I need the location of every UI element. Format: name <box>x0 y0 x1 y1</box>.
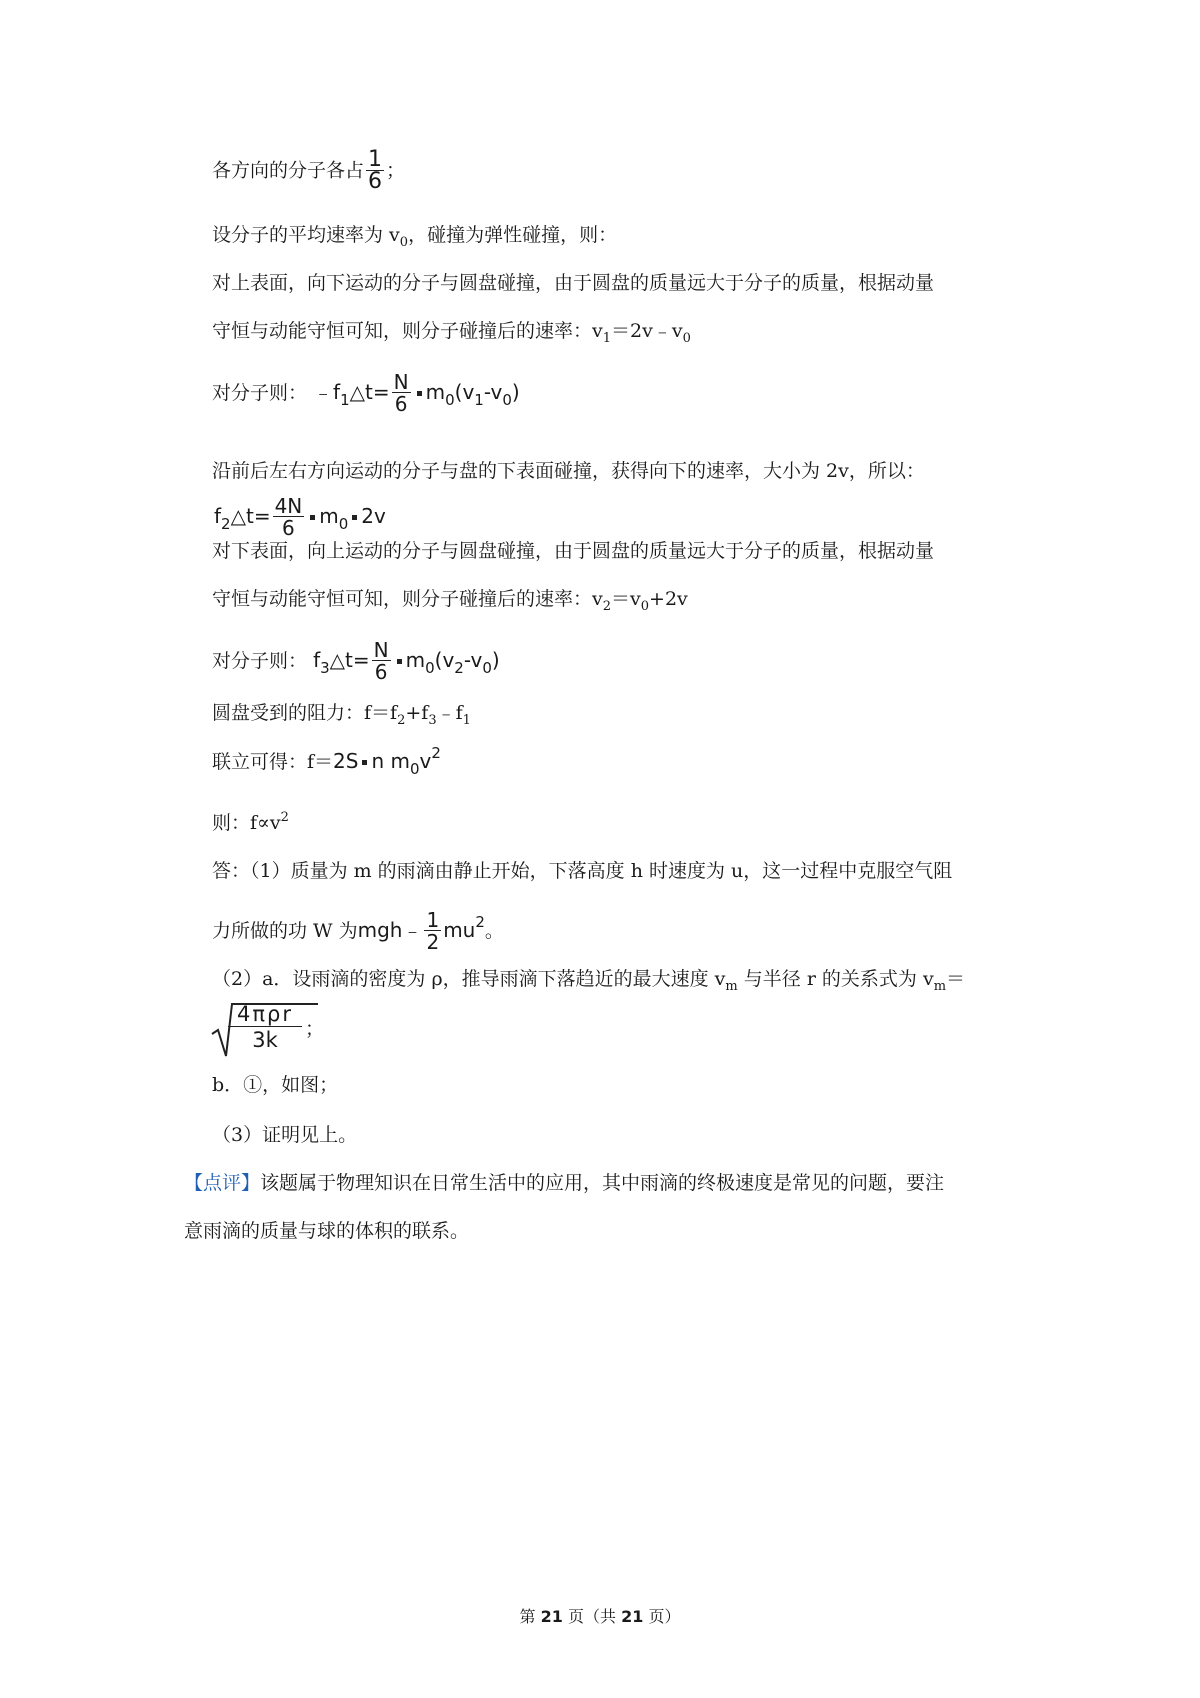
fraction-one-sixth <box>366 147 384 194</box>
line-answer-2b <box>212 1072 338 1098</box>
text: 对上表面，向下运动的分子与圆盘碰撞，由于圆盘的质量远大于分子的质量，根据动量 <box>212 272 935 294</box>
m: 2S <box>333 749 359 773</box>
line-equation-f3 <box>212 640 500 683</box>
text: 守恒与动能守恒可知，则分子碰撞后的速率：v <box>212 588 603 610</box>
subscript: 0 <box>482 659 492 677</box>
numerator: 4N <box>274 494 303 518</box>
superscript: 2 <box>475 913 485 931</box>
multiply-dot <box>362 760 367 765</box>
text: ，碰撞为弹性碰撞，则： <box>408 224 618 246</box>
formula-result <box>333 744 441 778</box>
subscript: 0 <box>338 515 349 533</box>
page-footer <box>0 1604 1200 1627</box>
subscript: 0 <box>682 331 691 346</box>
text: （3）证明见上。 <box>212 1124 358 1146</box>
m: mgh﹣ <box>357 918 423 942</box>
m: f <box>214 504 222 528</box>
subscript: 0 <box>409 760 420 778</box>
subscript: 1 <box>474 391 484 409</box>
text: 联立可得：f＝ <box>212 751 334 773</box>
fraction-half <box>424 910 441 953</box>
text: ； <box>305 1018 325 1040</box>
line-combined-result <box>212 744 441 778</box>
text: 对下表面，向上运动的分子与圆盘碰撞，由于圆盘的质量远大于分子的质量，根据动量 <box>212 540 935 562</box>
superscript: 2 <box>431 744 441 762</box>
line-upper-surface <box>212 270 934 296</box>
subscript: 2 <box>397 713 406 728</box>
fraction <box>392 372 411 415</box>
m: △t= <box>230 504 271 528</box>
text: 各方向的分子各占 <box>212 159 365 182</box>
line-answer-1 <box>212 858 952 884</box>
text: 。 <box>484 920 504 942</box>
text: 守恒与动能守恒可知，则分子碰撞后的速率：v <box>212 320 603 342</box>
numerator: 1 <box>426 908 440 932</box>
line-equation-f2 <box>214 496 386 539</box>
m: △t= <box>349 380 390 404</box>
m: m <box>425 380 446 404</box>
line-speed-v1 <box>212 318 691 347</box>
comment-tag: 【点评】 <box>184 1172 261 1194</box>
line-average-speed <box>212 222 617 251</box>
subscript: 0 <box>640 599 650 614</box>
text: 与半径 r 的关系式为 v <box>737 968 934 990</box>
text: ＝2v﹣v <box>611 320 683 342</box>
denominator: 3k <box>228 1026 302 1053</box>
footer-text: 页） <box>643 1607 681 1626</box>
m: (v <box>434 648 455 672</box>
subscript: 2 <box>454 659 464 677</box>
formula-f1 <box>313 370 520 416</box>
m: -v <box>463 648 483 672</box>
m: -v <box>483 380 503 404</box>
text: 该题属于物理知识在日常生活中的应用，其中雨滴的终极速度是常见的问题，要注 <box>260 1172 945 1194</box>
m: ) <box>511 380 520 404</box>
text: ＝v <box>611 588 641 610</box>
numerator: N <box>373 638 389 662</box>
m: m <box>319 504 339 528</box>
m: (v <box>454 380 475 404</box>
line-speed-v2 <box>212 586 688 615</box>
denominator: 2 <box>426 930 440 954</box>
sqrt-fraction <box>228 1002 302 1053</box>
multiply-dot <box>310 515 315 520</box>
line-answer-1-work <box>212 910 504 953</box>
text: 设分子的平均速率为 v <box>212 224 400 246</box>
fraction <box>372 640 391 683</box>
line-proportional <box>212 810 289 839</box>
footer-text: 页（共 <box>562 1607 622 1626</box>
text: ﹣f <box>436 702 463 724</box>
denominator: 6 <box>273 516 305 539</box>
formula-f3 <box>313 638 500 684</box>
m: ﹣f <box>313 380 341 404</box>
subscript: 0 <box>399 235 409 250</box>
text: +2v <box>649 588 688 610</box>
total-pages: 21 <box>621 1607 644 1626</box>
fraction <box>273 496 305 539</box>
line-comment-cont <box>184 1218 469 1244</box>
text: +f <box>405 702 429 724</box>
numerator: N <box>393 370 409 394</box>
line-answer-2a <box>212 966 965 995</box>
subscript: m <box>933 979 947 994</box>
subscript: 1 <box>462 713 471 728</box>
page-number: 21 <box>540 1607 563 1626</box>
m: f <box>313 648 321 672</box>
subscript: 2 <box>602 599 612 614</box>
denominator: 6 <box>372 660 391 683</box>
denominator: 6 <box>368 169 383 194</box>
line-side-surface <box>212 458 925 484</box>
text: 对分子则： <box>212 650 308 672</box>
m: ) <box>491 648 500 672</box>
superscript: 2 <box>280 810 289 825</box>
numerator: 4πρr <box>237 1002 293 1026</box>
subscript: 0 <box>425 659 435 677</box>
subscript: 3 <box>320 659 330 677</box>
m: mu <box>443 918 476 942</box>
text: 对分子则： <box>212 382 308 404</box>
subscript: 1 <box>602 331 612 346</box>
numerator: 1 <box>368 147 383 172</box>
multiply-dot <box>397 659 402 664</box>
text: 则：f∝v <box>212 812 281 834</box>
denominator: 6 <box>392 392 411 415</box>
footer-text: 第 <box>519 1607 541 1626</box>
formula-work <box>357 908 485 954</box>
subscript: m <box>725 979 738 994</box>
text: ； <box>386 159 406 182</box>
text: 沿前后左右方向运动的分子与盘的下表面碰撞，获得向下的速率，大小为 2v，所以： <box>212 460 925 482</box>
m: n m <box>371 749 410 773</box>
m: 2v <box>361 504 386 528</box>
m: △t= <box>329 648 370 672</box>
line-equation-f1 <box>212 372 520 415</box>
line-resistance-sum <box>212 700 471 729</box>
multiply-dot <box>417 391 422 396</box>
line-lower-surface <box>212 538 934 564</box>
text: 意雨滴的质量与球的体积的联系。 <box>184 1220 470 1242</box>
text: （2）a．设雨滴的密度为 ρ，推导雨滴下落趋近的最大速度 v <box>212 968 726 990</box>
text: 圆盘受到的阻力：f＝f <box>212 702 398 724</box>
multiply-dot <box>352 515 357 520</box>
text: 答：（1）质量为 m 的雨滴由静止开始，下落高度 h 时速度为 u，这一过程中克服空气阻 <box>212 860 953 882</box>
formula-f2 <box>214 494 386 540</box>
subscript: 3 <box>428 713 437 728</box>
subscript: 2 <box>221 515 231 533</box>
m: v <box>419 749 432 773</box>
subscript: 0 <box>445 391 455 409</box>
subscript: 0 <box>502 391 512 409</box>
subscript: 1 <box>340 391 350 409</box>
text: b．①，如图； <box>212 1074 339 1096</box>
line-molecule-fraction <box>212 147 406 194</box>
line-sqrt-tail <box>305 1016 324 1042</box>
text: ＝ <box>946 968 966 990</box>
text: 力所做的功 W 为 <box>212 920 358 942</box>
m: m <box>405 648 426 672</box>
line-comment <box>184 1170 944 1196</box>
line-answer-3 <box>212 1122 357 1148</box>
